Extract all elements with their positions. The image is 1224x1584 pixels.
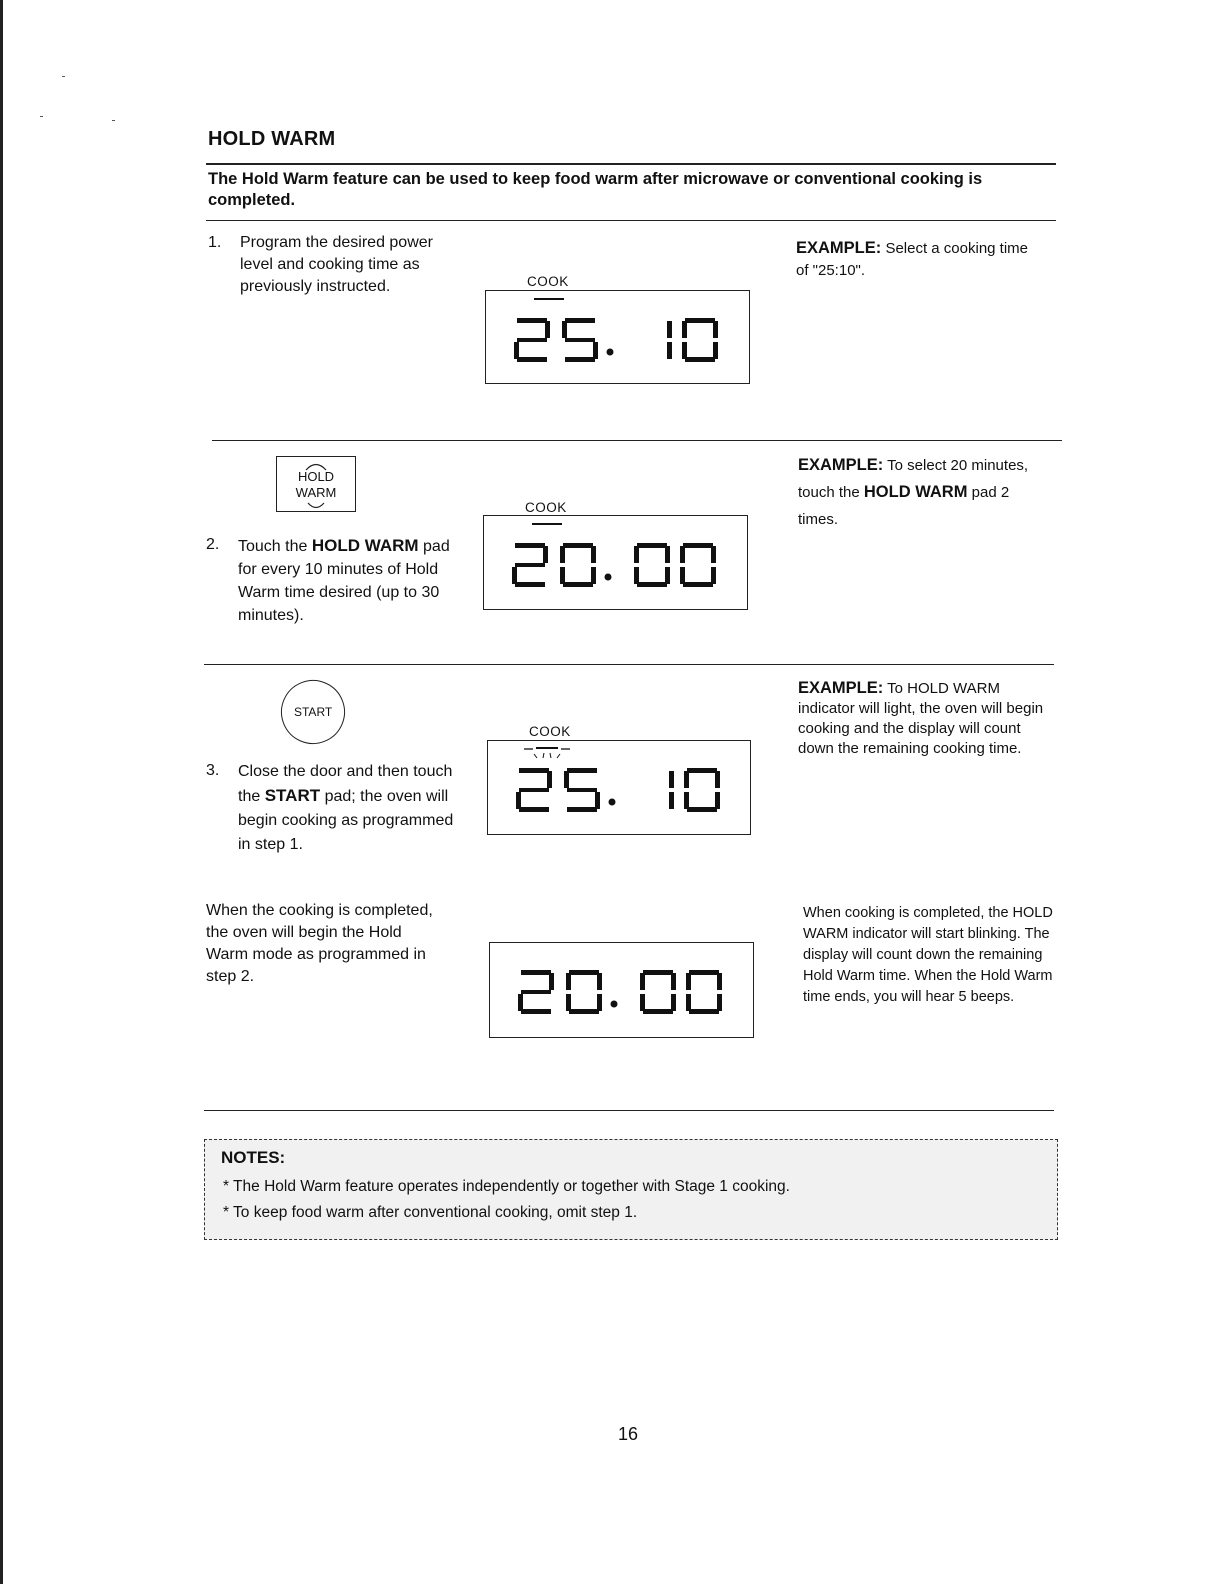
lcd-segment — [560, 546, 565, 563]
lcd-segment — [521, 990, 551, 994]
lcd-segment — [680, 567, 685, 584]
lcd-segment — [569, 970, 599, 975]
lcd-segment — [711, 567, 716, 584]
lcd-segment — [517, 338, 547, 342]
example-post: pad 2 times. — [798, 484, 1010, 528]
step-3-example — [798, 678, 1058, 759]
step-number: 3. — [206, 762, 220, 779]
lcd-segment — [560, 567, 565, 584]
title-rule — [206, 163, 1056, 165]
step-divider — [212, 440, 1062, 441]
step-1-example — [796, 237, 1036, 282]
lcd-segment — [669, 771, 674, 788]
lcd-segment — [711, 546, 716, 563]
step-1 — [208, 232, 468, 302]
lcd-segment — [715, 771, 720, 788]
lcd-segment — [564, 771, 569, 788]
cook-label: COOK — [525, 500, 567, 515]
step-text — [238, 534, 458, 627]
lcd-segment — [519, 788, 549, 792]
lcd-segment — [684, 771, 689, 788]
lcd-segment — [567, 788, 597, 792]
hold-warm-pad[interactable] — [276, 456, 356, 512]
lcd-segment — [566, 994, 571, 1011]
lcd-segment — [717, 973, 722, 990]
lcd-segment — [667, 321, 672, 338]
lcd-digits — [484, 516, 747, 609]
lcd-segment — [684, 792, 689, 809]
notes-box — [204, 1139, 1058, 1240]
lcd-segment — [517, 357, 547, 362]
example-label: EXAMPLE: — [796, 239, 882, 257]
example-pre: To select 20 minutes, touch the — [798, 457, 1029, 501]
intro-rule — [206, 220, 1056, 221]
lcd-segment — [519, 768, 549, 773]
lcd-segment — [565, 338, 595, 342]
blinking-indicator-icon — [488, 741, 750, 761]
lcd-display-3 — [487, 740, 751, 835]
lcd-segment — [515, 582, 545, 587]
start-pad[interactable] — [271, 670, 354, 753]
lcd-segment — [713, 321, 718, 338]
lcd-segment — [517, 318, 547, 323]
notes-title: NOTES: — [221, 1148, 286, 1167]
lcd-segment — [515, 563, 545, 567]
step-2-example — [798, 452, 1048, 533]
completion-explanation: When cooking is completed, the HOLD WARM indicator will start blinking. The display will count down the remaining Hold Warm time. When the Hold Warm time ends, you will hear 5 beeps. — [803, 905, 1053, 1005]
lcd-segment — [566, 973, 571, 990]
lcd-segment — [683, 582, 713, 587]
lcd-segment — [516, 792, 521, 809]
step-2 — [206, 534, 466, 630]
lcd-segment — [565, 318, 595, 323]
completion-text: When the cooking is completed, the oven will begin the Hold Warm mode as programmed in step 2. — [206, 902, 433, 985]
lcd-segment — [518, 994, 523, 1011]
example-bold: HOLD WARM — [863, 483, 968, 501]
lcd-colon-dot — [609, 799, 616, 806]
lcd-segment — [665, 567, 670, 584]
lcd-segment — [665, 546, 670, 563]
lcd-colon-dot — [607, 349, 614, 356]
cook-label: COOK — [527, 274, 569, 289]
lcd-segment — [683, 543, 713, 548]
lcd-segment — [687, 768, 717, 773]
lcd-segment — [689, 970, 719, 975]
step-text-pre: Close the door and then touch the — [238, 763, 453, 805]
page-number: 16 — [618, 1424, 639, 1444]
note-item: * To keep food warm after conventional cooking, omit step 1. — [223, 1204, 638, 1221]
lcd-segment — [563, 543, 593, 548]
lcd-segment — [634, 567, 639, 584]
example-label: EXAMPLE: — [798, 679, 884, 697]
intro-text: The Hold Warm feature can be used to keep food warm after microwave or conventional cooking is completed. — [208, 170, 983, 209]
lcd-segment — [634, 546, 639, 563]
lcd-segment — [567, 807, 597, 812]
step-text — [238, 760, 458, 857]
lcd-segment — [563, 582, 593, 587]
lcd-segment — [715, 792, 720, 809]
cook-label: COOK — [529, 724, 571, 739]
lcd-segment — [671, 994, 676, 1011]
step-text-bold: HOLD WARM — [311, 536, 419, 555]
scan-speck — [112, 120, 115, 121]
lcd-digits — [490, 943, 753, 1037]
step-3 — [206, 760, 466, 856]
lcd-segment — [519, 807, 549, 812]
lcd-digits — [486, 291, 749, 383]
lcd-segment — [643, 1009, 673, 1014]
lcd-segment — [669, 792, 674, 809]
lcd-segment — [543, 546, 548, 563]
lcd-segment — [597, 994, 602, 1011]
lcd-segment — [512, 567, 517, 584]
cook-indicator — [534, 298, 564, 300]
lcd-segment — [569, 1009, 599, 1014]
lcd-segment — [549, 973, 554, 990]
lcd-segment — [667, 342, 672, 359]
notes-rule — [204, 1110, 1054, 1111]
lcd-segment — [521, 970, 551, 975]
step-text-post: pad; the oven will begin cooking as programmed in step 1. — [238, 788, 454, 853]
step-number: 1. — [208, 234, 222, 251]
lcd-colon-dot — [605, 574, 612, 581]
lcd-segment — [595, 792, 600, 809]
lcd-segment — [686, 973, 691, 990]
lcd-segment — [597, 973, 602, 990]
lcd-segment — [514, 342, 519, 359]
start-pad-label: START — [293, 705, 333, 720]
lcd-segment — [547, 771, 552, 788]
step-text-pre: Touch the — [238, 538, 308, 555]
lcd-segment — [686, 994, 691, 1011]
example-text: To HOLD WARM indicator will light, the oven will begin cooking and the display will count down the remaining cooking time. — [798, 680, 1044, 757]
lcd-segment — [685, 357, 715, 362]
step-number: 2. — [206, 536, 220, 553]
step-text: Program the desired power level and cooking time as previously instructed. — [240, 234, 433, 295]
scan-speck — [62, 76, 65, 77]
section-title: HOLD WARM — [208, 128, 336, 150]
pad-line-1: HOLD — [297, 469, 335, 484]
lcd-segment — [689, 1009, 719, 1014]
lcd-segment — [640, 973, 645, 990]
step-text-post: pad for every 10 minutes of Hold Warm time desired (up to 30 minutes). — [238, 538, 450, 624]
lcd-segment — [717, 994, 722, 1011]
lcd-display-1 — [485, 290, 750, 384]
lcd-segment — [682, 342, 687, 359]
example-label: EXAMPLE: — [798, 456, 884, 474]
lcd-segment — [680, 546, 685, 563]
scan-speck — [40, 116, 43, 117]
step-text-bold: START — [264, 786, 321, 805]
lcd-segment — [682, 321, 687, 338]
lcd-display-4 — [489, 942, 754, 1038]
lcd-segment — [565, 357, 595, 362]
lcd-segment — [593, 342, 598, 359]
lcd-display-2 — [483, 515, 748, 610]
step-divider — [204, 664, 1054, 665]
pad-line-2: WARM — [295, 485, 337, 500]
lcd-segment — [591, 567, 596, 584]
note-item: * The Hold Warm feature operates independently or together with Stage 1 cooking. — [223, 1178, 790, 1195]
page-edge — [0, 0, 3, 1584]
lcd-segment — [515, 543, 545, 548]
lcd-colon-dot — [611, 1001, 618, 1008]
example-text: Select a cooking time of "25:10". — [796, 240, 1029, 279]
lcd-segment — [591, 546, 596, 563]
lcd-segment — [671, 973, 676, 990]
lcd-segment — [685, 318, 715, 323]
lcd-segment — [643, 970, 673, 975]
lcd-segment — [713, 342, 718, 359]
lcd-segment — [562, 321, 567, 338]
lcd-segment — [545, 321, 550, 338]
lcd-segment — [640, 994, 645, 1011]
lcd-segment — [637, 582, 667, 587]
cook-indicator — [532, 523, 562, 525]
lcd-segment — [687, 807, 717, 812]
lcd-segment — [567, 768, 597, 773]
lcd-segment — [521, 1009, 551, 1014]
lcd-segment — [637, 543, 667, 548]
